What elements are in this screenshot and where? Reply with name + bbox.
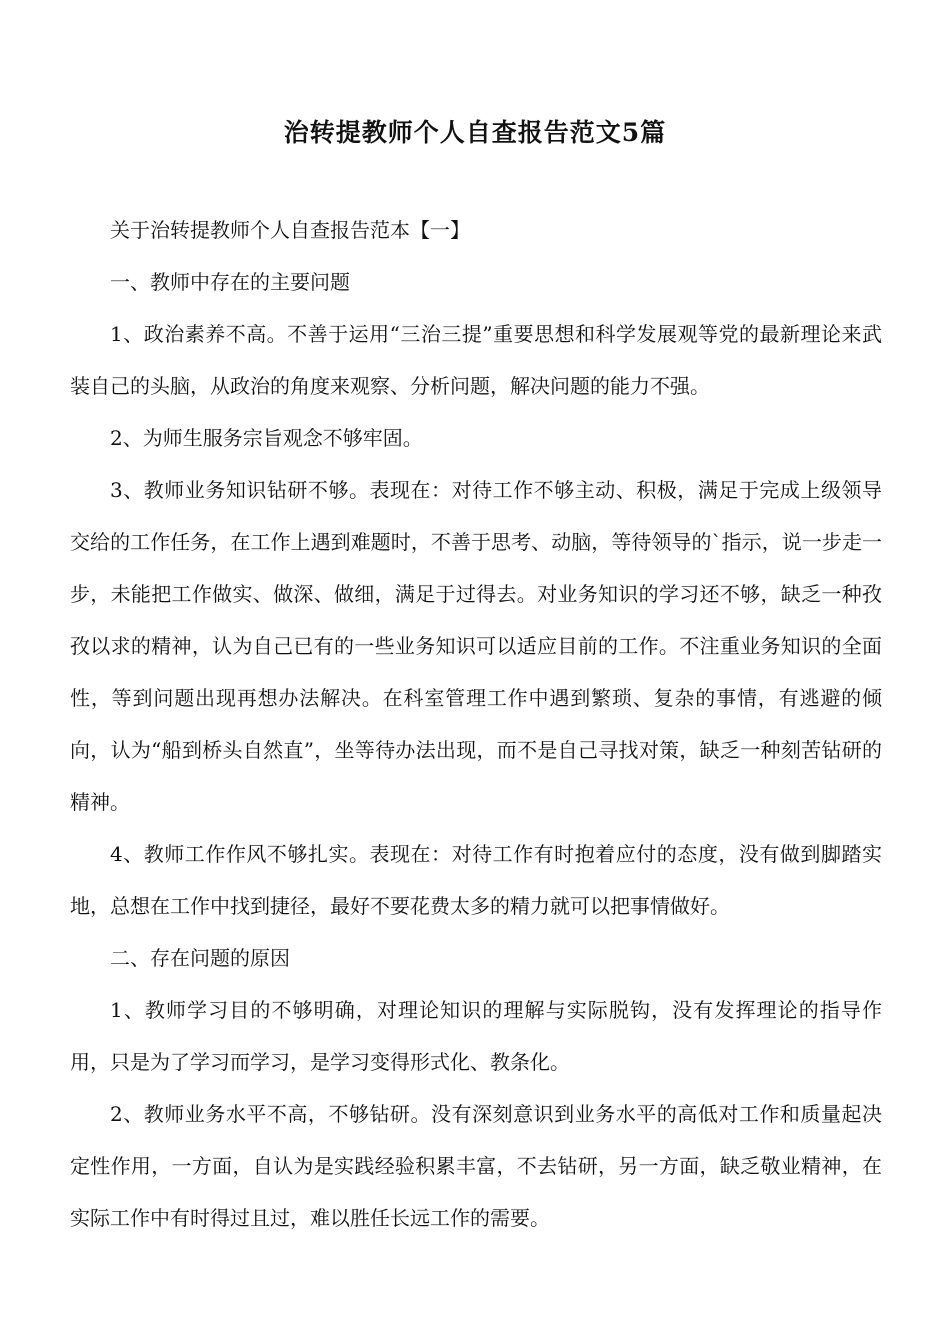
paragraph-heading-problems: 一、教师中存在的主要问题	[110, 270, 350, 294]
paragraph-problem-1: 1、政治素养不高。不善于运用“三治三提”重要思想和科学发展观等党的最新理论来武装自己的头脑，从政治的角度来观察、分析问题，解决问题的能力不强。	[70, 322, 882, 398]
paragraph-heading-causes: 二、存在问题的原因	[110, 946, 290, 970]
document-body	[70, 204, 882, 1244]
paragraph-section-heading: 关于治转提教师个人自查报告范本【一】	[110, 218, 470, 242]
document-title: 治转提教师个人自查报告范文5篇	[283, 117, 667, 147]
paragraph-cause-1: 1、教师学习目的不够明确，对理论知识的理解与实际脱钩，没有发挥理论的指导作用，只是为了学习而学习，是学习变得形式化、教条化。	[70, 998, 882, 1074]
paragraph-problem-2: 2、为师生服务宗旨观念不够牢固。	[110, 426, 423, 450]
paragraph-cause-2: 2、教师业务水平不高，不够钻研。没有深刻意识到业务水平的高低对工作和质量起决定性作用，一方面，自认为是实践经验积累丰富，不去钻研，另一方面，缺乏敬业精神，在实际工作中有时得过且过，难以胜任长远工作的需要。	[70, 1102, 882, 1230]
paragraph-problem-3: 3、教师业务知识钻研不够。表现在：对待工作不够主动、积极，满足于完成上级领导交给的工作任务，在工作上遇到难题时，不善于思考、动脑，等待领导的`指示，说一步走一步，未能把工作做实、做深、做细，满足于过得去。对业务知识的学习还不够，缺乏一种孜孜以求的精神，认为自己已有的一些业务知识可以适应目前的工作。不注重业务知识的全面性，等到问题出现再想办法解决。在科室管理工作中遇到繁琐、复杂的事情，有逃避的倾向，认为“船到桥头自然直”，坐等待办法出现，而不是自己寻找对策，缺乏一种刻苦钻研的精神。	[70, 478, 882, 814]
paragraph-problem-4: 4、教师工作作风不够扎实。表现在：对待工作有时抱着应付的态度，没有做到脚踏实地，总想在工作中找到捷径，最好不要花费太多的精力就可以把事情做好。	[70, 842, 882, 918]
